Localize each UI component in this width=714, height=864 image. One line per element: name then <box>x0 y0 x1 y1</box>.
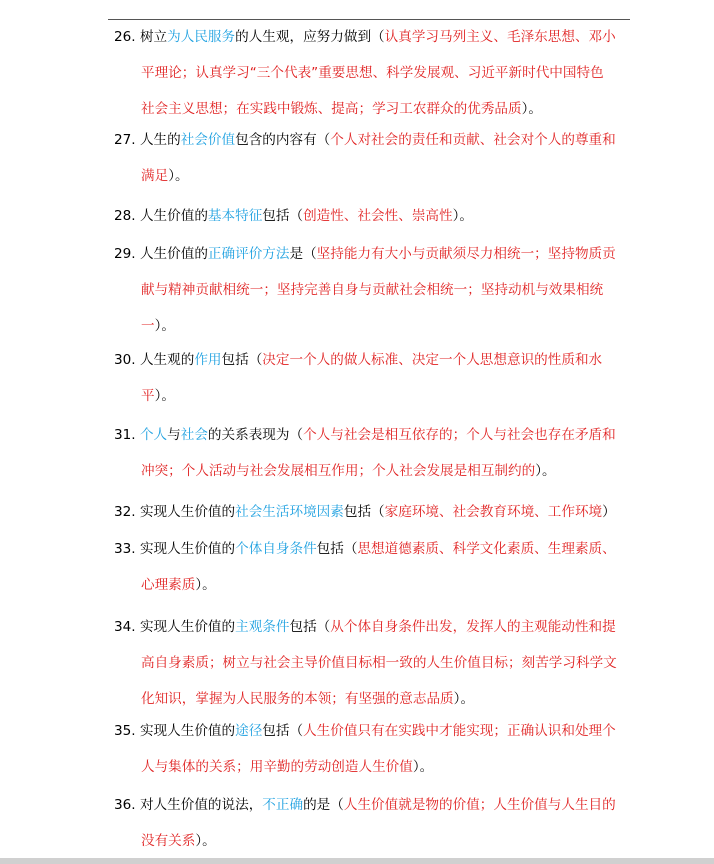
answer-text: 人与集体的关系；用辛勤的劳动创造人生价值 <box>141 759 413 775</box>
question-text: 的人生观，应努力做到（ <box>235 29 385 45</box>
question-text: ）。 <box>195 833 216 849</box>
question-text: ）。 <box>195 577 216 593</box>
question-text: 包括（ <box>316 541 358 557</box>
answer-text: 平 <box>141 388 155 404</box>
text-line <box>114 158 654 194</box>
text-line <box>114 531 654 567</box>
keyword-term: 途径 <box>235 723 263 739</box>
question-text: 31. <box>114 427 140 443</box>
list-item <box>114 19 654 127</box>
question-text: 28. 人生价值的 <box>114 208 208 224</box>
question-text: 包括（ <box>343 504 385 520</box>
text-line <box>114 749 654 785</box>
answer-text: 平理论；认真学习“三个代表”重要思想、科学发展观、习近平新时代中国特色 <box>141 65 604 81</box>
text-line <box>114 609 654 645</box>
question-text: ）。 <box>168 168 189 184</box>
answer-text: 坚持能力有大小与贡献须尽力相统一；坚持物质贡 <box>316 246 616 262</box>
question-text: ）。 <box>412 759 434 775</box>
keyword-term: 不正确 <box>262 797 304 813</box>
list-item <box>114 122 654 194</box>
answer-text: 人生价值就是物的价值；人生价值与人生目的 <box>343 797 616 813</box>
question-text: ） <box>602 504 616 520</box>
question-text: ）。 <box>535 463 556 479</box>
question-text: 29. 人生价值的 <box>114 246 208 262</box>
keyword-term: 社会生活环境因素 <box>235 504 344 520</box>
text-line <box>114 272 654 308</box>
text-line <box>114 713 654 749</box>
text-line <box>114 823 654 859</box>
keyword-term: 社会价值 <box>180 132 236 148</box>
text-line <box>114 308 654 344</box>
answer-text: 思想道德素质、科学文化素质、生理素质、 <box>357 541 616 557</box>
answer-text: 认真学习马列主义、毛泽东思想、邓小 <box>384 29 616 45</box>
question-text: 的关系表现为（ <box>207 427 304 443</box>
answer-text: 人生价值只有在实践中才能实现；正确认识和处理个 <box>303 723 616 739</box>
answer-text: 高自身素质；树立与社会主导价值目标相一致的人生价值目标；刻苦学习科学文 <box>141 655 617 671</box>
question-text: 33. 实现人生价值的 <box>114 541 236 557</box>
question-text: ）。 <box>154 388 175 404</box>
text-line <box>114 378 654 414</box>
text-line <box>114 494 654 530</box>
text-line <box>114 122 654 158</box>
question-text: 包含的内容有（ <box>235 132 331 148</box>
bottom-scroll-edge <box>0 858 714 864</box>
text-line <box>114 453 654 489</box>
text-line <box>114 55 654 91</box>
question-text: ）。 <box>521 101 543 117</box>
question-text: 包括（ <box>221 352 263 368</box>
answer-text: 化知识，掌握为人民服务的本领；有坚强的意志品质 <box>141 691 454 707</box>
question-text: 是（ <box>289 246 317 262</box>
text-line <box>114 681 654 717</box>
text-line <box>114 198 654 234</box>
list-item <box>114 787 654 859</box>
keyword-term: 个体自身条件 <box>235 541 317 557</box>
answer-text: 家庭环境、社会教育环境、工作环境 <box>384 504 603 520</box>
answer-text: 决定一个人的做人标准、决定一个人思想意识的性质和水 <box>262 352 603 368</box>
question-text: ）。 <box>453 691 475 707</box>
question-text: 36. 对人生价值的说法， <box>114 797 263 813</box>
question-text: 34. 实现人生价值的 <box>114 619 236 635</box>
list-item <box>114 494 654 530</box>
question-text: ）。 <box>452 208 473 224</box>
answer-text: 个人对社会的责任和贡献、社会对个人的尊重和 <box>330 132 616 148</box>
keyword-term: 主观条件 <box>235 619 290 635</box>
question-text: 包括（ <box>262 208 304 224</box>
answer-text: 个人与社会是相互依存的；个人与社会也存在矛盾和 <box>303 427 616 443</box>
question-text: 27. 人生的 <box>114 132 181 148</box>
answer-text: 满足 <box>141 168 169 184</box>
text-line <box>114 236 654 272</box>
text-line <box>114 645 654 681</box>
question-text: 与 <box>167 427 181 443</box>
list-item <box>114 417 654 489</box>
answer-text: 心理素质 <box>141 577 196 593</box>
list-item <box>114 531 654 603</box>
question-text: 30. 人生观的 <box>114 352 195 368</box>
question-text: 包括（ <box>289 619 331 635</box>
list-item <box>114 198 654 234</box>
keyword-term: 为人民服务 <box>167 29 236 45</box>
answer-text: 献与精神贡献相统一；坚持完善自身与贡献社会相统一；坚持动机与效果相统 <box>141 282 604 298</box>
text-line <box>114 19 654 55</box>
text-line <box>114 567 654 603</box>
answer-text: 冲突；个人活动与社会发展相互作用；个人社会发展是相互制约的 <box>141 463 536 479</box>
list-item <box>114 713 654 785</box>
question-text: 32. 实现人生价值的 <box>114 504 236 520</box>
keyword-term: 个人 <box>139 427 168 443</box>
list-item <box>114 609 654 717</box>
question-text: ）。 <box>154 318 175 334</box>
question-text: 包括（ <box>262 723 304 739</box>
answer-text: 从个体自身条件出发，发挥人的主观能动性和提 <box>330 619 616 635</box>
text-line <box>114 417 654 453</box>
question-text: 26. 树立 <box>114 29 168 45</box>
answer-text: 创造性、社会性、崇高性 <box>303 208 453 224</box>
answer-text: 没有关系 <box>141 833 196 849</box>
question-text: 35. 实现人生价值的 <box>114 723 236 739</box>
answer-text: 一 <box>141 318 155 334</box>
question-text: 的是（ <box>303 797 344 813</box>
list-item <box>114 342 654 414</box>
keyword-term: 社会 <box>180 427 208 443</box>
keyword-term: 正确评价方法 <box>207 246 290 262</box>
keyword-term: 基本特征 <box>207 208 263 224</box>
answer-text: 社会主义思想；在实践中锻炼、提高；学习工农群众的优秀品质 <box>141 101 522 117</box>
text-line <box>114 787 654 823</box>
list-item <box>114 236 654 344</box>
text-line <box>114 342 654 378</box>
keyword-term: 作用 <box>194 352 222 368</box>
